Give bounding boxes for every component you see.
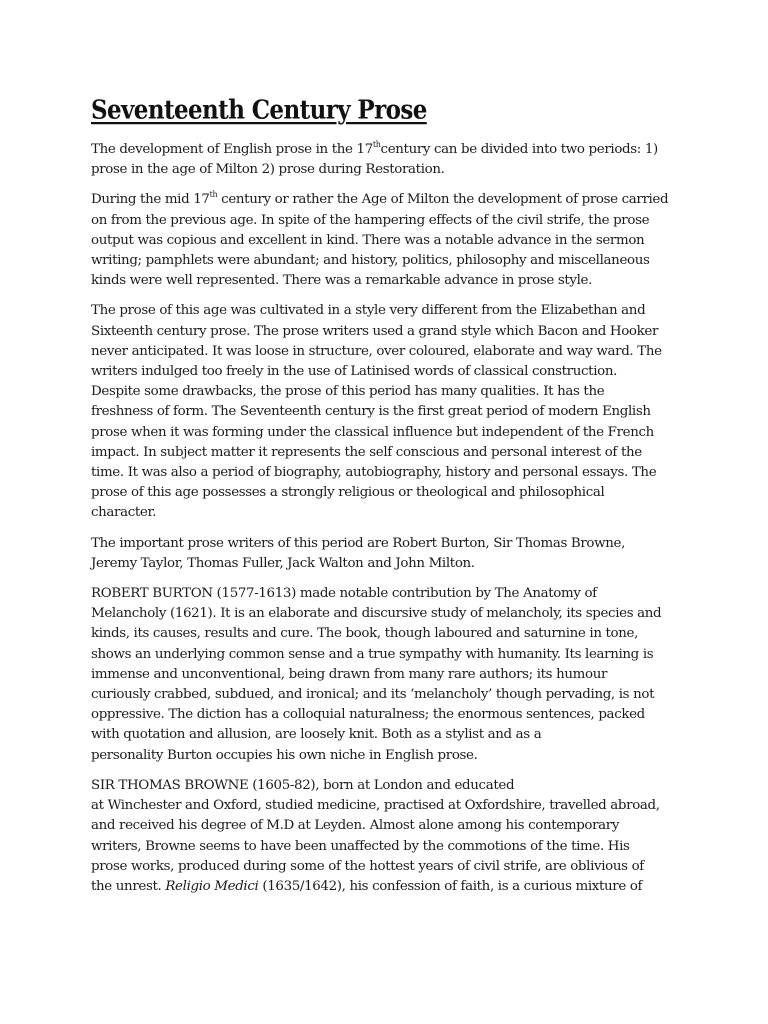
paragraph: [91, 140, 683, 180]
text-run: prose when it was forming under the classical influence but independent of the French: [91, 424, 654, 440]
text-run: freshness of form. The Seventeenth century is the first great period of modern English: [91, 404, 651, 420]
text-line: [91, 231, 683, 251]
text-run: Sixteenth century prose. The prose writers used a grand style which Bacon and Hooker: [91, 323, 659, 339]
paragraph: [91, 534, 683, 574]
text-run: writers, Browne seems to have been unaffected by the commotions of the time. His: [91, 838, 630, 854]
text-run: never anticipated. It was loose in structure, over coloured, elaborate and way ward. The: [91, 343, 662, 359]
text-line: [91, 857, 683, 877]
text-line: [91, 685, 683, 705]
text-run: During the mid 17: [91, 192, 210, 208]
text-line: [91, 503, 683, 523]
paragraph-list: [91, 140, 683, 897]
text-line: [91, 362, 683, 382]
text-line: [91, 877, 683, 897]
text-run: writing; pamphlets were abundant; and history, politics, philosophy and miscellaneous: [91, 253, 650, 269]
page-title: Seventeenth Century Prose: [91, 95, 427, 126]
document-body: [91, 94, 683, 907]
superscript: th: [372, 140, 381, 149]
text-run: on from the previous age. In spite of the hampering effects of the civil strife, the prose: [91, 212, 650, 228]
text-line: [91, 190, 683, 210]
text-run: SIR THOMAS BROWNE (1605-82), born at London and educated: [91, 777, 515, 793]
text-run: Melancholy (1621). It is an elaborate and discursive study of melancholy, its species and: [91, 606, 662, 622]
text-line: [91, 463, 683, 483]
text-line: [91, 645, 683, 665]
text-run: Jeremy Taylor, Thomas Fuller, Jack Walton and John Milton.: [91, 555, 475, 571]
text-line: [91, 776, 683, 796]
text-line: [91, 342, 683, 362]
text-run: kinds, its causes, results and cure. The book, though laboured and saturnine in tone,: [91, 626, 639, 642]
text-run: at Winchester and Oxford, studied medicine, practised at Oxfordshire, travelled abroad,: [91, 798, 660, 814]
text-run: The prose of this age was cultivated in a style very different from the Elizabethan and: [91, 303, 646, 319]
text-run: ROBERT BURTON (1577-1613) made notable contribution by The Anatomy of: [91, 586, 597, 602]
text-line: [91, 624, 683, 644]
text-run: Despite some drawbacks, the prose of this period has many qualities. It has the: [91, 384, 605, 400]
italic-title: Religio Medici: [165, 878, 259, 894]
text-line: [91, 301, 683, 321]
text-line: [91, 534, 683, 554]
text-line: [91, 423, 683, 443]
paragraph: [91, 776, 683, 897]
text-line: [91, 271, 683, 291]
text-line: [91, 443, 683, 463]
text-run: prose in the age of Milton 2) prose during Restoration.: [91, 162, 445, 178]
text-run: shows an underlying common sense and a true sympathy with humanity. Its learning is: [91, 646, 654, 662]
text-line: [91, 251, 683, 271]
text-run: prose works, produced during some of the hottest years of civil strife, are oblivious of: [91, 858, 644, 874]
text-line: [91, 554, 683, 574]
superscript: th: [209, 190, 218, 200]
text-line: [91, 160, 683, 180]
text-run: character.: [91, 505, 156, 521]
text-run: The development of English prose in the 17: [91, 142, 373, 157]
text-line: [91, 584, 683, 604]
text-line: [91, 837, 683, 857]
text-line: [91, 796, 683, 816]
text-line: [91, 816, 683, 836]
text-line: [91, 746, 683, 766]
text-run: curiously crabbed, subdued, and ironical; and its ‘melancholy’ though pervading, is not: [91, 687, 655, 703]
text-run: century or rather the Age of Milton the development of prose carried: [217, 192, 669, 208]
text-run: impact. In subject matter it represents the self conscious and personal interest of the: [91, 444, 642, 460]
text-run: output was copious and excellent in kind. There was a notable advance in the sermon: [91, 232, 645, 248]
text-run: personality Burton occupies his own niche in English prose.: [91, 747, 478, 763]
text-line: [91, 665, 683, 685]
text-run: (1635/1642), his confession of faith, is a curious mixture of: [258, 878, 643, 894]
paragraph: [91, 584, 683, 766]
text-run: prose of this age possesses a strongly religious or theological and philosophical: [91, 485, 605, 501]
text-line: [91, 211, 683, 231]
text-line: [91, 725, 683, 745]
text-run: oppressive. The diction has a colloquial naturalness; the enormous sentences, packed: [91, 707, 645, 723]
text-line: [91, 705, 683, 725]
text-run: immense and unconventional, being drawn from many rare authors; its humour: [91, 666, 608, 682]
paragraph: [91, 301, 683, 523]
text-line: [91, 382, 683, 402]
text-run: writers indulged too freely in the use of Latinised words of classical construction.: [91, 364, 618, 380]
text-line: [91, 402, 683, 422]
text-line: [91, 140, 683, 160]
text-line: [91, 483, 683, 503]
text-run: century can be divided into two periods: 1): [380, 142, 658, 157]
text-line: [91, 604, 683, 624]
text-run: and received his degree of M.D at Leyden. Almost alone among his contemporary: [91, 818, 620, 834]
text-run: the unrest.: [91, 878, 166, 894]
text-run: kinds were well represented. There was a remarkable advance in prose style.: [91, 273, 593, 289]
text-run: with quotation and allusion, are loosely knit. Both as a stylist and as a: [91, 727, 542, 743]
text-line: [91, 322, 683, 342]
paragraph: [91, 190, 683, 291]
text-run: The important prose writers of this period are Robert Burton, Sir Thomas Browne,: [91, 535, 626, 551]
text-run: time. It was also a period of biography, autobiography, history and personal essays. The: [91, 465, 657, 481]
